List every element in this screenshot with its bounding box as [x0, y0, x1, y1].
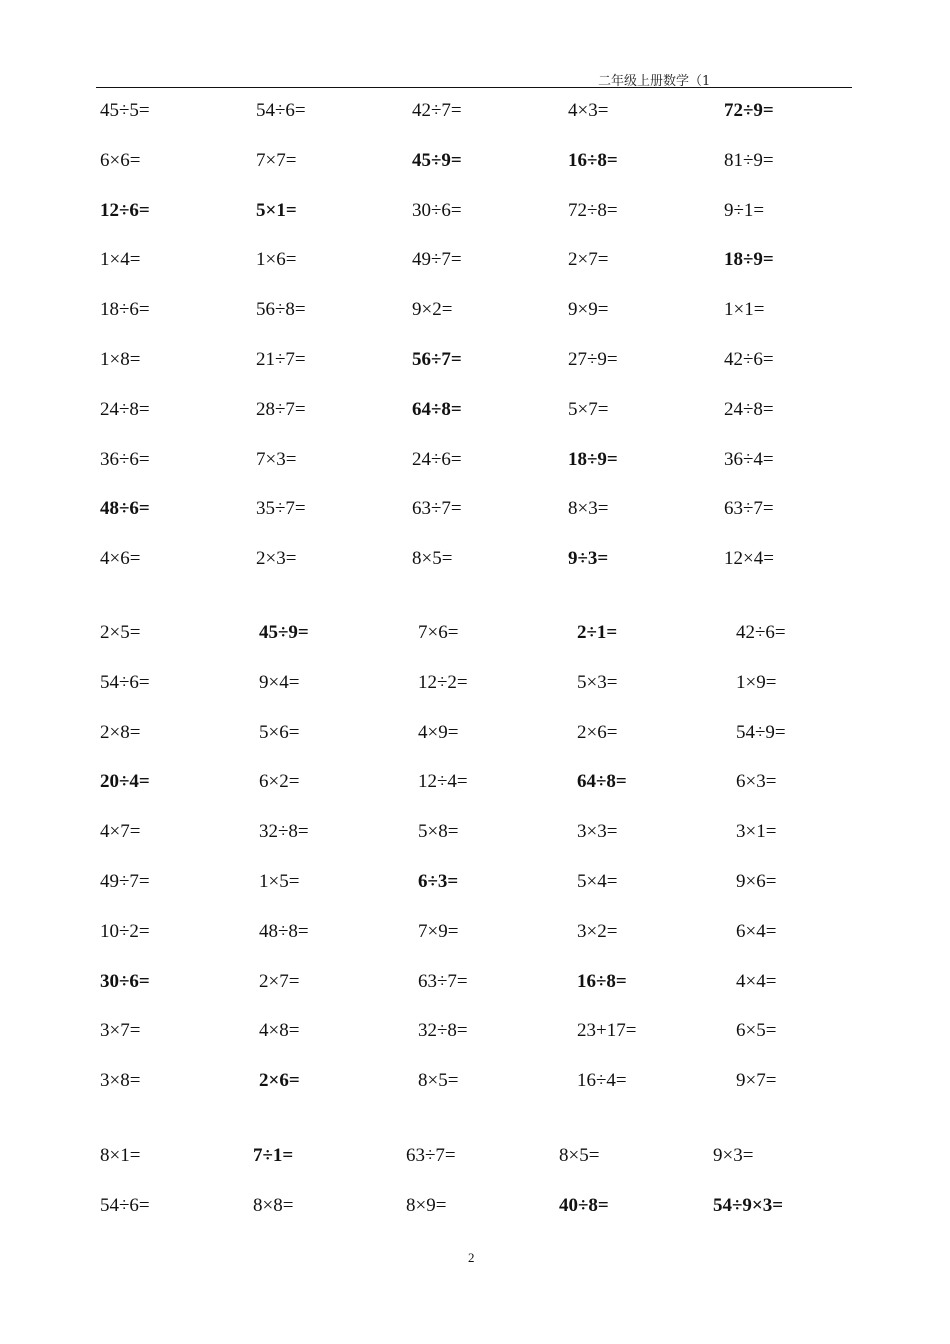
exercise-problem: 45÷5=: [100, 100, 150, 121]
exercise-problem: 2×8=: [100, 721, 141, 743]
exercise-problem: 7×7=: [256, 149, 297, 171]
exercise-problem: 1×4=: [100, 249, 141, 271]
exercise-problem: 45÷9=: [412, 149, 462, 171]
exercise-problem: 8×8=: [253, 1195, 294, 1216]
exercise-problem: 8×3=: [568, 498, 609, 520]
exercise-problem: 63÷7=: [724, 498, 774, 520]
exercise-problem: 12÷2=: [418, 671, 468, 693]
exercise-problem: 42÷7=: [412, 100, 462, 121]
exercise-problem: 6×5=: [736, 1020, 777, 1042]
exercise-problem: 16÷8=: [577, 970, 627, 992]
exercise-problem: 6×4=: [736, 920, 777, 942]
exercise-problem: 63÷7=: [418, 970, 468, 992]
exercise-problem: 54÷6=: [100, 1195, 150, 1216]
exercise-problem: 1×9=: [736, 671, 777, 693]
exercise-problem: 2×7=: [259, 970, 300, 992]
exercise-problem: 9×4=: [259, 671, 300, 693]
page-number: 2: [468, 1250, 475, 1265]
exercise-problem: 35÷7=: [256, 498, 306, 520]
exercise-problem: 20÷4=: [100, 771, 150, 793]
exercise-problem: 6×2=: [259, 771, 300, 793]
exercise-problem: 36÷6=: [100, 448, 150, 470]
exercise-problem: 24÷6=: [412, 448, 462, 470]
exercise-problem: 5×3=: [577, 671, 618, 693]
exercise-problem: 54÷6=: [100, 671, 150, 693]
exercise-problem: 24÷8=: [100, 398, 150, 420]
exercise-problem: 4×9=: [418, 721, 459, 743]
exercise-problem: 2×7=: [568, 249, 609, 271]
exercise-problem: 9×9=: [568, 299, 609, 321]
exercise-problem: 49÷7=: [100, 871, 150, 892]
exercise-problem: 8×5=: [418, 1070, 459, 1092]
exercise-problem: 8×5=: [412, 548, 453, 570]
exercise-problem: 1×5=: [259, 871, 300, 892]
exercise-problem: 4×4=: [736, 970, 777, 992]
page-header-title: 二年级上册数学（1: [598, 74, 711, 89]
exercise-problem: 7÷1=: [253, 1145, 294, 1166]
exercise-problem: 48÷8=: [259, 920, 309, 942]
exercise-problem: 9×2=: [412, 299, 453, 321]
exercise-problem: 8×5=: [559, 1145, 600, 1166]
exercise-problem: 9×3=: [713, 1145, 754, 1166]
exercise-problem: 3×8=: [100, 1070, 141, 1092]
exercise-problem: 4×6=: [100, 548, 141, 570]
exercise-problem: 5×8=: [418, 821, 459, 843]
exercise-problem: 18÷6=: [100, 299, 150, 321]
exercise-problem: 2×5=: [100, 622, 141, 643]
exercise-problem: 4×3=: [568, 100, 609, 121]
exercise-problem: 3×2=: [577, 920, 618, 942]
exercise-problem: 49÷7=: [412, 249, 462, 271]
exercise-problem: 63÷7=: [406, 1145, 456, 1166]
exercise-problem: 7×9=: [418, 920, 459, 942]
exercise-problem: 42÷6=: [724, 349, 774, 370]
exercise-problem: 2×3=: [256, 548, 297, 570]
exercise-problem: 5×4=: [577, 871, 618, 892]
exercise-problem: 56÷8=: [256, 299, 306, 321]
exercise-problem: 1×6=: [256, 249, 297, 271]
exercise-problem: 56÷7=: [412, 349, 462, 370]
exercise-problem: 40÷8=: [559, 1195, 609, 1216]
exercise-problem: 64÷8=: [577, 771, 627, 793]
exercise-problem: 12×4=: [724, 548, 774, 570]
exercise-problem: 54÷9=: [736, 721, 786, 743]
exercise-problem: 27÷9=: [568, 349, 618, 370]
exercise-problem: 36÷4=: [724, 448, 774, 470]
exercise-problem: 4×7=: [100, 821, 141, 843]
exercise-problem: 1×8=: [100, 349, 141, 370]
exercise-problem: 72÷8=: [568, 199, 618, 221]
exercise-problem: 54÷9×3=: [713, 1195, 784, 1216]
exercise-problem: 6×6=: [100, 149, 141, 171]
exercise-problem: 5×6=: [259, 721, 300, 743]
exercise-problem: 1×1=: [724, 299, 765, 321]
exercise-problem: 6×3=: [736, 771, 777, 793]
exercise-problem: 12÷6=: [100, 199, 150, 221]
exercise-problem: 30÷6=: [412, 199, 462, 221]
exercise-problem: 54÷6=: [256, 100, 306, 121]
exercise-problem: 8×9=: [406, 1195, 447, 1216]
exercise-problem: 18÷9=: [724, 249, 774, 271]
exercise-problem: 9÷1=: [724, 199, 765, 221]
exercise-problem: 23+17=: [577, 1020, 637, 1042]
exercise-problem: 32÷8=: [259, 821, 309, 843]
exercise-problem: 21÷7=: [256, 349, 306, 370]
header-divider: [96, 87, 852, 88]
exercise-problem: 16÷4=: [577, 1070, 627, 1092]
exercise-problem: 8×1=: [100, 1145, 141, 1166]
exercise-problem: 5×1=: [256, 199, 297, 221]
exercise-problem: 30÷6=: [100, 970, 150, 992]
exercise-problem: 2÷1=: [577, 622, 618, 643]
exercise-problem: 63÷7=: [412, 498, 462, 520]
exercise-problem: 24÷8=: [724, 398, 774, 420]
exercise-problem: 16÷8=: [568, 149, 618, 171]
exercise-problem: 18÷9=: [568, 448, 618, 470]
exercise-problem: 28÷7=: [256, 398, 306, 420]
exercise-problem: 81÷9=: [724, 149, 774, 171]
exercise-problem: 7×3=: [256, 448, 297, 470]
exercise-problem: 3×7=: [100, 1020, 141, 1042]
exercise-problem: 32÷8=: [418, 1020, 468, 1042]
exercise-problem: 72÷9=: [724, 100, 774, 121]
exercise-problem: 2×6=: [577, 721, 618, 743]
exercise-problem: 3×3=: [577, 821, 618, 843]
exercise-problem: 10÷2=: [100, 920, 150, 942]
exercise-problem: 6÷3=: [418, 871, 459, 892]
exercise-problem: 9÷3=: [568, 548, 609, 570]
exercise-problem: 48÷6=: [100, 498, 150, 520]
exercise-problem: 64÷8=: [412, 398, 462, 420]
exercise-problem: 7×6=: [418, 622, 459, 643]
exercise-problem: 42÷6=: [736, 622, 786, 643]
exercise-problem: 2×6=: [259, 1070, 300, 1092]
exercise-problem: 9×7=: [736, 1070, 777, 1092]
exercise-problem: 45÷9=: [259, 622, 309, 643]
exercise-problem: 4×8=: [259, 1020, 300, 1042]
exercise-problem: 3×1=: [736, 821, 777, 843]
exercise-problem: 9×6=: [736, 871, 777, 892]
exercise-problem: 12÷4=: [418, 771, 468, 793]
exercise-problem: 5×7=: [568, 398, 609, 420]
